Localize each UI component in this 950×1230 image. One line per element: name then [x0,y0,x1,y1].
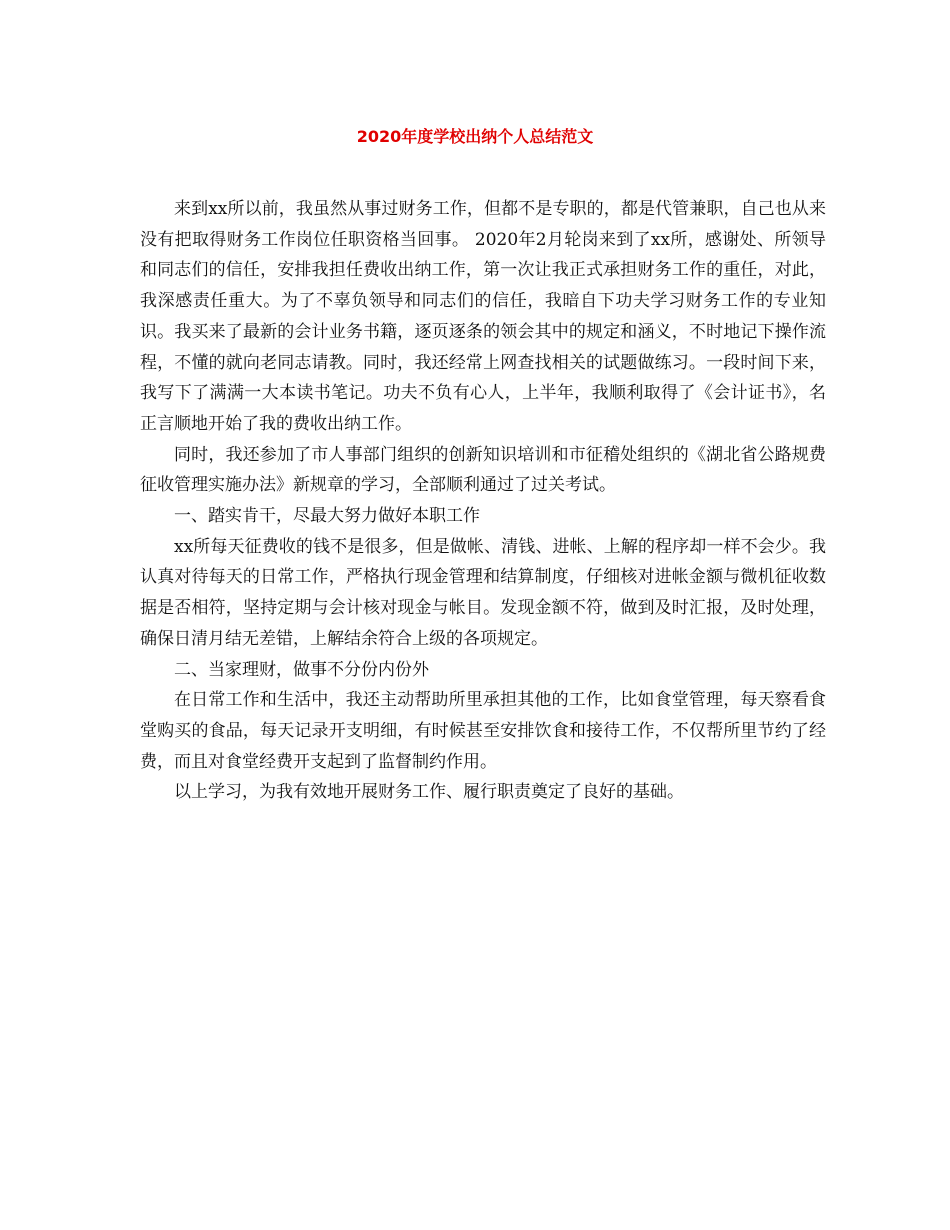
paragraph-daily-work: xx所每天征费收的钱不是很多，但是做帐、清钱、进帐、上解的程序却一样不会少。我认真对待每天的日常工作，严格执行现金管理和结算制度，仔细核对进帐金额与微机征收数据是否相符，坚持定期与会计核对现金与帐目。发现金额不符，做到及时汇报，及时处理，确保日清月结无差错，上解结余符合上级的各项规定。 [140,536,826,649]
paragraph-training: 同时，我还参加了市人事部门组织的创新知识培训和市征稽处组织的《湖北省公路规费征收管理实施办法》新规章的学习，全部顺利通过了过关考试。 [140,444,826,496]
document-body [140,194,826,808]
paragraph-extra-work: 在日常工作和生活中，我还主动帮助所里承担其他的工作，比如食堂管理，每天察看食堂购买的食品，每天记录开支明细，有时候甚至安排饮食和接待工作，不仅帮所里节约了经费，而且对食堂经费开支起到了监督制约作用。 [140,690,826,772]
section-heading-1: 一、踏实肯干，尽最大努力做好本职工作 [174,506,480,527]
document-title: 2020年度学校出纳个人总结范文 [356,127,594,146]
paragraph-conclusion: 以上学习，为我有效地开展财务工作、履行职责奠定了良好的基础。 [174,782,684,803]
paragraph-intro: 来到xx所以前，我虽然从事过财务工作，但都不是专职的，都是代管兼职，自己也从来没有把取得财务工作岗位任职资格当回事。 2020年2月轮岗来到了xx所，感谢处、所领导和同志们的信任，安排我担任费收出纳工作，第一次让我正式承担财务工作的重任，对此，我深感责任重大。为了不辜负领导和同志们的信任，我暗自下功夫学习财务工作的专业知识。我买来了最新的会计业务书籍，逐页逐条的领会其中的规定和涵义，不时地记下操作流程，不懂的就向老同志请教。同时，我还经常上网查找相关的试题做练习。一段时间下来，我写下了满满一大本读书笔记。功夫不负有心人，上半年，我顺利取得了《会计证书》，名正言顺地开始了我的费收出纳工作。 [140,199,826,434]
section-heading-2: 二、当家理财，做事不分份内份外 [174,659,429,680]
